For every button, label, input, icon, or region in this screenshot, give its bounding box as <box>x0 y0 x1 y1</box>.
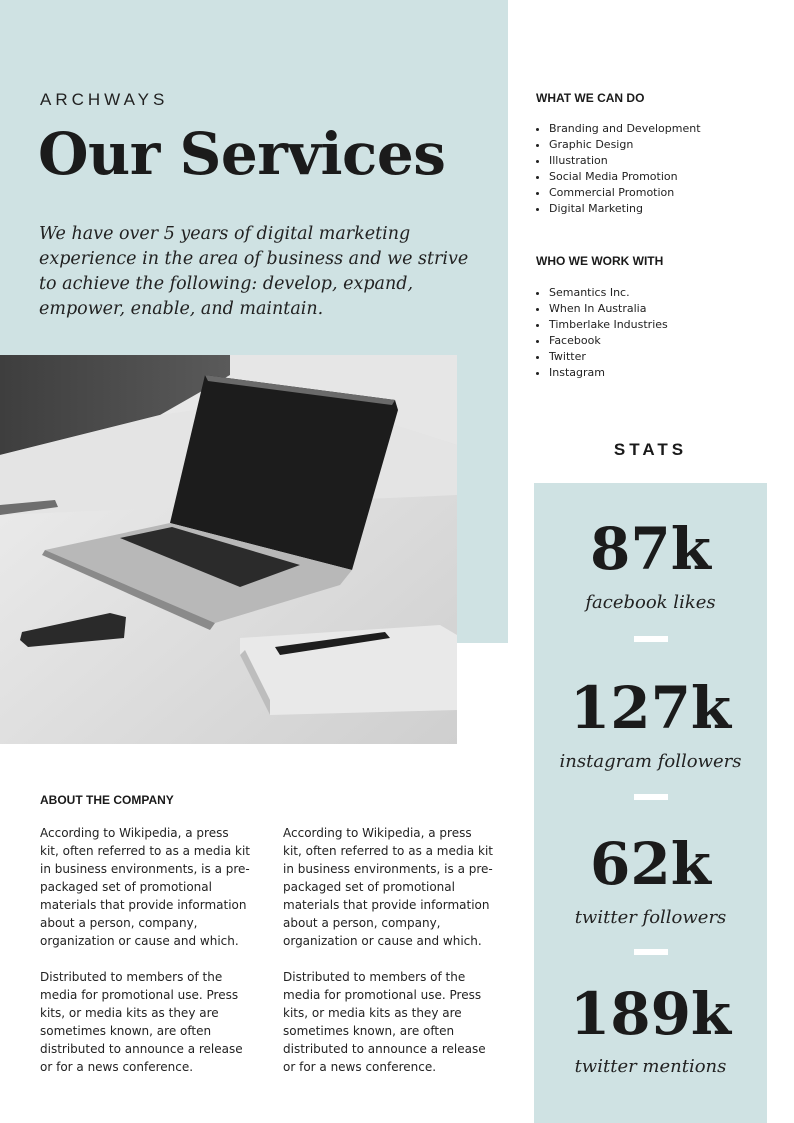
laptop-photo-icon <box>0 355 457 744</box>
who-we-work-with-heading: WHO WE WORK WITH <box>536 254 664 268</box>
brand-name: ARCHWAYS <box>40 90 169 109</box>
laptop-photo <box>0 355 457 744</box>
about-paragraph: Distributed to members of the media for promotional use. Press kits, or media kits as they are sometimes known, are often distributed to announce a release or for a news conference. <box>283 970 486 1074</box>
list-item: • Social Media Promotion <box>549 169 701 185</box>
stat-divider <box>634 636 668 642</box>
list-item: • Illustration <box>549 153 701 169</box>
what-we-can-do-heading: WHAT WE CAN DO <box>536 91 645 105</box>
intro-text: We have over 5 years of digital marketing experience in the area of business and we strive to achieve the following: develop, expand, empower, enable, and maintain. <box>39 224 469 319</box>
stat-label: twitter mentions <box>574 1056 727 1077</box>
about-heading: ABOUT THE COMPANY <box>40 793 174 807</box>
list-item: • Branding and Development <box>549 121 701 137</box>
list-item: • Twitter <box>549 349 668 365</box>
list-item: • Facebook <box>549 333 668 349</box>
stat-label: twitter followers <box>574 907 727 928</box>
stat-divider <box>634 949 668 955</box>
stat-divider <box>634 794 668 800</box>
list-item: • Commercial Promotion <box>549 185 701 201</box>
about-paragraph: Distributed to members of the media for promotional use. Press kits, or media kits as they are sometimes known, are often distributed to announce a release or for a news conference. <box>40 970 243 1074</box>
stat-value: 127k <box>569 674 732 742</box>
stat-label: instagram followers <box>559 751 742 772</box>
about-paragraph: According to Wikipedia, a press kit, often referred to as a media kit in business environments, is a pre-packaged set of promotional materials that provide information about a person, company, organization or cause and which. <box>283 826 493 948</box>
about-column-1 <box>40 824 250 1094</box>
stats-heading: STATS <box>613 440 688 459</box>
page-title: Our Services <box>38 120 446 188</box>
about-paragraph: According to Wikipedia, a press kit, often referred to as a media kit in business environments, is a pre-packaged set of promotional materials that provide information about a person, company, organization or cause and which. <box>40 826 250 948</box>
list-item: • Semantics Inc. <box>549 285 668 301</box>
list-item: • When In Australia <box>549 301 668 317</box>
about-column-2 <box>283 824 493 1094</box>
services-list <box>536 121 701 217</box>
list-item: • Instagram <box>549 365 668 381</box>
stat-value: 62k <box>590 830 711 898</box>
stat-label: facebook likes <box>585 592 716 613</box>
list-item: • Timberlake Industries <box>549 317 668 333</box>
list-item: • Digital Marketing <box>549 201 701 217</box>
list-item: • Graphic Design <box>549 137 701 153</box>
stats-panel <box>534 483 767 1123</box>
clients-list <box>536 285 668 381</box>
stat-value: 87k <box>590 515 711 583</box>
stat-value: 189k <box>569 980 732 1048</box>
